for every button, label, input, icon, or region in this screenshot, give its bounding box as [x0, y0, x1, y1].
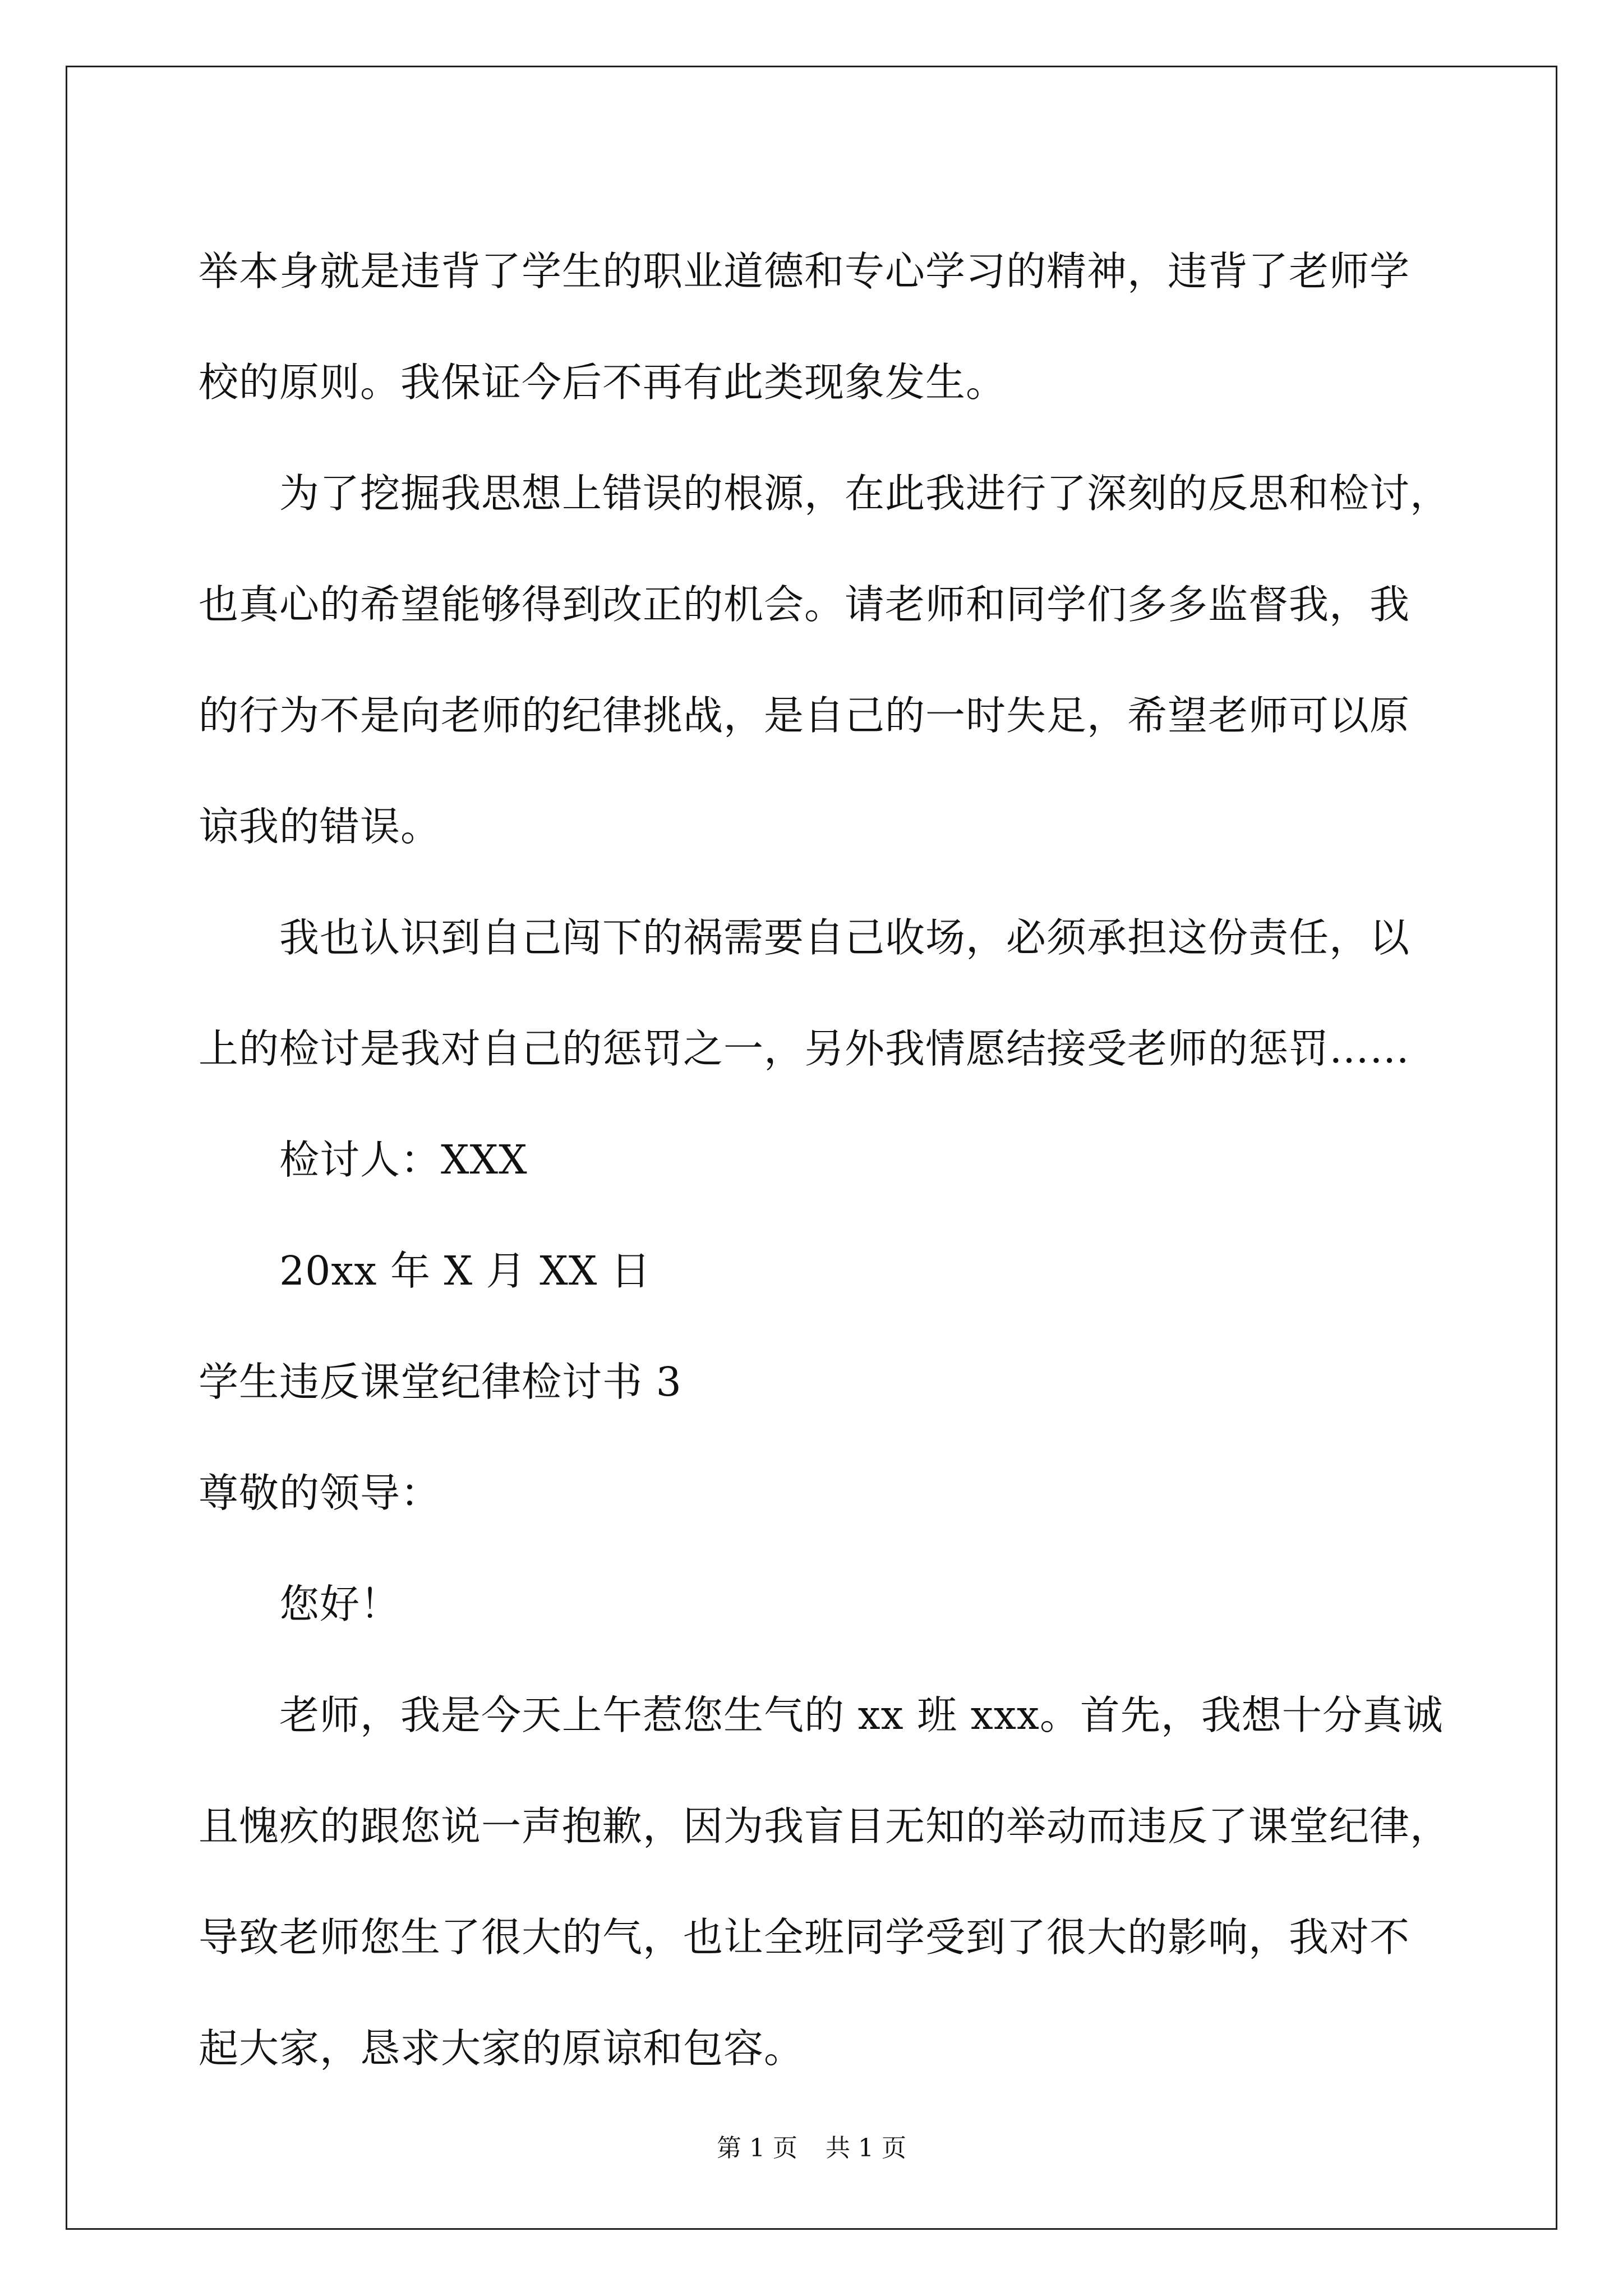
text-line: 也真心的希望能够得到改正的机会。请老师和同学们多多监督我，我 [199, 581, 1410, 628]
page-total: 共 1 页 [826, 2134, 906, 2162]
section-title: 学生违反课堂纪律检讨书 3 [199, 1359, 682, 1405]
date-line: 20xx 年 X 月 XX 日 [279, 1248, 651, 1294]
text-line: 我也认识到自己闯下的祸需要自己收场，必须承担这份责任，以 [279, 914, 1410, 961]
text-line: 且愧疚的跟您说一声抱歉，因为我盲目无知的举动而违反了课堂纪律， [199, 1803, 1451, 1849]
text-line: 校的原则。我保证今后不再有此类现象发生。 [199, 359, 1007, 406]
text-line: 为了挖掘我思想上错误的根源，在此我进行了深刻的反思和检讨， [279, 470, 1451, 517]
text-line: 上的检讨是我对自己的惩罚之一，另外我情愿结接受老师的惩罚…… [199, 1025, 1410, 1072]
text-line: 举本身就是违背了学生的职业道德和专心学习的精神，违背了老师学 [199, 248, 1410, 295]
text-line: 导致老师您生了很大的气，也让全班同学受到了很大的影响，我对不 [199, 1914, 1410, 1961]
text-line: 谅我的错误。 [199, 803, 441, 850]
page-footer [0, 2132, 1623, 2165]
document-body [199, 216, 1451, 2104]
page-number: 第 1 页 [717, 2134, 797, 2162]
text-line: 老师，我是今天上午惹您生气的 xx 班 xxx。首先，我想十分真诚 [279, 1692, 1444, 1738]
greeting: 您好！ [279, 1581, 401, 1627]
text-line: 起大家，恳求大家的原谅和包容。 [199, 2025, 805, 2072]
salutation: 尊敬的领导： [199, 1470, 441, 1516]
signature-line: 检讨人：XXX [279, 1137, 528, 1183]
text-line: 的行为不是向老师的纪律挑战，是自己的一时失足，希望老师可以原 [199, 692, 1410, 739]
